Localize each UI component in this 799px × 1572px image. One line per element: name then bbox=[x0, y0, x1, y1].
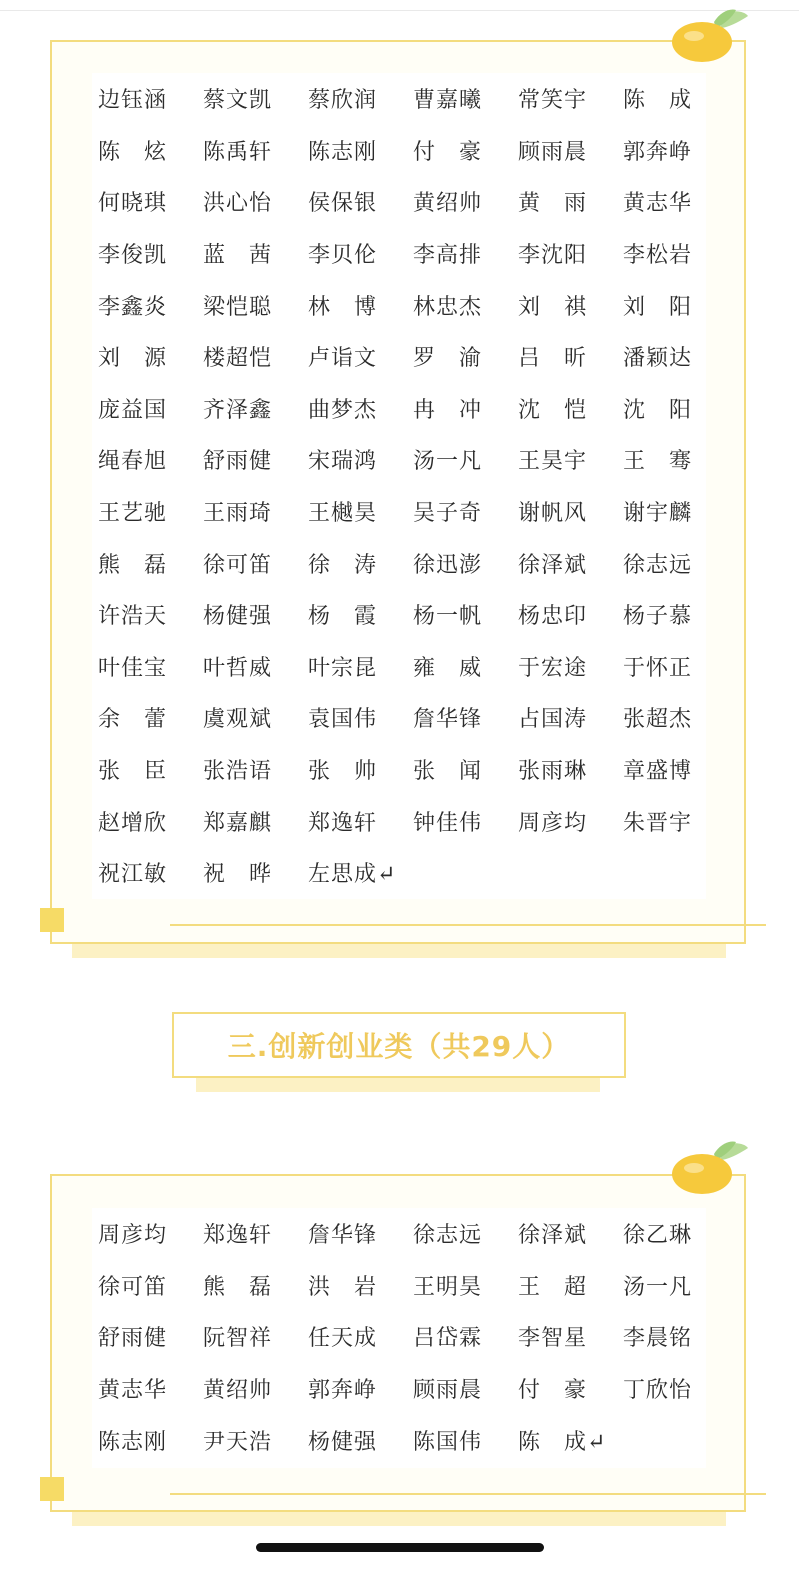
name-item: 庞益国 bbox=[98, 397, 168, 423]
name-item: 王雨琦 bbox=[203, 501, 273, 527]
name-item: 于怀正 bbox=[623, 655, 693, 681]
name-item: 边钰涵 bbox=[98, 88, 168, 114]
name-item: 李俊凯 bbox=[98, 243, 168, 269]
name-item: 陈志刚 bbox=[308, 139, 378, 165]
name-item: 梁恺聪 bbox=[203, 294, 273, 320]
name-item: 蓝 茜 bbox=[203, 243, 273, 269]
name-item: 黄绍帅 bbox=[413, 191, 483, 217]
card-corner-square bbox=[40, 908, 64, 932]
name-row bbox=[92, 589, 706, 641]
name-item: 徐迅澎 bbox=[413, 552, 483, 578]
name-item: 黄 雨 bbox=[518, 191, 588, 217]
name-item: 王艺驰 bbox=[98, 501, 168, 527]
name-item: 阮智祥 bbox=[203, 1326, 273, 1352]
name-item: 李晨铭 bbox=[623, 1326, 693, 1352]
name-item: 杨健强 bbox=[203, 604, 273, 630]
name-item: 张超杰 bbox=[623, 707, 693, 733]
name-item: 蔡欣润 bbox=[308, 88, 378, 114]
name-item: 熊 磊 bbox=[203, 1274, 273, 1300]
name-item: 熊 磊 bbox=[98, 552, 168, 578]
name-item: 郑嘉麒 bbox=[203, 810, 273, 836]
name-item: 吕岱霖 bbox=[413, 1326, 483, 1352]
name-item: 侯保银 bbox=[308, 191, 378, 217]
name-item: 李松岩 bbox=[623, 243, 693, 269]
name-row bbox=[92, 1363, 706, 1415]
name-row bbox=[92, 73, 706, 125]
name-item: 洪 岩 bbox=[308, 1274, 378, 1300]
name-item: 顾雨晨 bbox=[518, 139, 588, 165]
name-item: 尹天浩 bbox=[203, 1429, 273, 1455]
name-row bbox=[92, 1414, 706, 1466]
section-title: 三.创新创业类（共29人） bbox=[227, 1030, 571, 1063]
name-item: 祝 晔 bbox=[203, 862, 273, 888]
name-item: 吴子奇 bbox=[413, 501, 483, 527]
name-item: 王明昊 bbox=[413, 1274, 483, 1300]
name-item: 黄绍帅 bbox=[203, 1378, 273, 1404]
name-row bbox=[92, 1260, 706, 1312]
name-item: 袁国伟 bbox=[308, 707, 378, 733]
name-item: 汤一凡 bbox=[623, 1274, 693, 1300]
name-item: 李沈阳 bbox=[518, 243, 588, 269]
name-item: 章盛博 bbox=[623, 759, 693, 785]
name-item: 舒雨健 bbox=[203, 449, 273, 475]
name-item: 付 豪 bbox=[518, 1378, 588, 1404]
name-row bbox=[92, 744, 706, 796]
name-item: 张雨琳 bbox=[518, 759, 588, 785]
card-corner-square bbox=[40, 1477, 64, 1501]
name-item: 冉 冲 bbox=[413, 397, 483, 423]
name-row bbox=[92, 692, 706, 744]
name-item: 余 蕾 bbox=[98, 707, 168, 733]
name-item: 陈国伟 bbox=[413, 1429, 483, 1455]
name-item: 杨忠印 bbox=[518, 604, 588, 630]
section-header bbox=[172, 1012, 626, 1078]
name-item: 叶佳宝 bbox=[98, 655, 168, 681]
name-item: 郑逸轩 bbox=[203, 1223, 273, 1249]
name-row bbox=[92, 383, 706, 435]
name-item: 洪心怡 bbox=[203, 191, 273, 217]
name-grid bbox=[92, 73, 706, 899]
name-row bbox=[92, 847, 706, 899]
name-row bbox=[92, 795, 706, 847]
card-accent-line bbox=[170, 924, 766, 926]
name-item: 罗 渝 bbox=[413, 346, 483, 372]
name-item: 舒雨健 bbox=[98, 1326, 168, 1352]
name-item: 丁欣怡 bbox=[623, 1378, 693, 1404]
name-row bbox=[92, 176, 706, 228]
section-header-shadow bbox=[196, 1078, 600, 1092]
name-item: 齐泽鑫 bbox=[203, 397, 273, 423]
name-item: 王昊宇 bbox=[518, 449, 588, 475]
name-row bbox=[92, 331, 706, 383]
name-item: 杨子慕 bbox=[623, 604, 693, 630]
name-item: 刘 源 bbox=[98, 346, 168, 372]
name-row bbox=[92, 228, 706, 280]
card-accent-line bbox=[170, 1493, 766, 1495]
name-item: 占国涛 bbox=[518, 707, 588, 733]
name-item: 杨 霞 bbox=[308, 604, 378, 630]
name-item: 绳春旭 bbox=[98, 449, 168, 475]
name-item: 周彦均 bbox=[98, 1223, 168, 1249]
name-item: 陈 炫 bbox=[98, 139, 168, 165]
name-item: 张 闻 bbox=[413, 759, 483, 785]
name-item: 刘 祺 bbox=[518, 294, 588, 320]
name-row bbox=[92, 486, 706, 538]
name-item: 吕 昕 bbox=[518, 346, 588, 372]
name-item: 王 超 bbox=[518, 1274, 588, 1300]
name-item: 潘颖达 bbox=[623, 346, 693, 372]
name-item: 宋瑞鸿 bbox=[308, 449, 378, 475]
name-item: 左思成↵ bbox=[308, 862, 397, 888]
name-item: 杨健强 bbox=[308, 1429, 378, 1455]
name-item: 曲梦杰 bbox=[308, 397, 378, 423]
name-item: 郑逸轩 bbox=[308, 810, 378, 836]
name-item: 李贝伦 bbox=[308, 243, 378, 269]
name-item: 常笑宇 bbox=[518, 88, 588, 114]
mango-icon bbox=[670, 6, 750, 66]
name-item: 张 臣 bbox=[98, 759, 168, 785]
name-row bbox=[92, 641, 706, 693]
name-item: 叶宗昆 bbox=[308, 655, 378, 681]
name-item: 谢宇麟 bbox=[623, 501, 693, 527]
name-row bbox=[92, 125, 706, 177]
name-item: 曹嘉曦 bbox=[413, 88, 483, 114]
name-item: 楼超恺 bbox=[203, 346, 273, 372]
name-item: 徐泽斌 bbox=[518, 552, 588, 578]
name-row bbox=[92, 279, 706, 331]
name-item: 雍 威 bbox=[413, 655, 483, 681]
name-item: 徐可笛 bbox=[203, 552, 273, 578]
name-item: 王樾昊 bbox=[308, 501, 378, 527]
name-item: 陈 成↵ bbox=[518, 1429, 607, 1455]
name-item: 徐 涛 bbox=[308, 552, 378, 578]
name-item: 何晓琪 bbox=[98, 191, 168, 217]
name-item: 虞观斌 bbox=[203, 707, 273, 733]
name-item: 徐志远 bbox=[623, 552, 693, 578]
mango-icon bbox=[670, 1138, 750, 1198]
name-item: 郭奔峥 bbox=[623, 139, 693, 165]
name-item: 周彦均 bbox=[518, 810, 588, 836]
name-item: 林忠杰 bbox=[413, 294, 483, 320]
name-item: 刘 阳 bbox=[623, 294, 693, 320]
name-item: 王 骞 bbox=[623, 449, 693, 475]
name-row bbox=[92, 434, 706, 486]
name-item: 谢帆风 bbox=[518, 501, 588, 527]
name-item: 李鑫炎 bbox=[98, 294, 168, 320]
name-item: 祝江敏 bbox=[98, 862, 168, 888]
name-item: 沈 阳 bbox=[623, 397, 693, 423]
name-grid bbox=[92, 1208, 706, 1468]
name-item: 徐志远 bbox=[413, 1223, 483, 1249]
name-item: 李智星 bbox=[518, 1326, 588, 1352]
name-item: 徐泽斌 bbox=[518, 1223, 588, 1249]
name-item: 张浩语 bbox=[203, 759, 273, 785]
name-item: 张 帅 bbox=[308, 759, 378, 785]
name-item: 于宏途 bbox=[518, 655, 588, 681]
name-item: 蔡文凯 bbox=[203, 88, 273, 114]
name-item: 许浩天 bbox=[98, 604, 168, 630]
home-indicator bbox=[256, 1543, 544, 1552]
name-item: 付 豪 bbox=[413, 139, 483, 165]
name-item: 赵增欣 bbox=[98, 810, 168, 836]
name-row bbox=[92, 1311, 706, 1363]
name-item: 杨一帆 bbox=[413, 604, 483, 630]
name-item: 黄志华 bbox=[98, 1378, 168, 1404]
name-item: 徐可笛 bbox=[98, 1274, 168, 1300]
name-item: 顾雨晨 bbox=[413, 1378, 483, 1404]
name-row bbox=[92, 1208, 706, 1260]
name-item: 徐乙琳 bbox=[623, 1223, 693, 1249]
name-item: 汤一凡 bbox=[413, 449, 483, 475]
name-item: 钟佳伟 bbox=[413, 810, 483, 836]
name-item: 陈禹轩 bbox=[203, 139, 273, 165]
name-item: 李高排 bbox=[413, 243, 483, 269]
name-item: 任天成 bbox=[308, 1326, 378, 1352]
name-row bbox=[92, 537, 706, 589]
name-item: 沈 恺 bbox=[518, 397, 588, 423]
name-item: 詹华锋 bbox=[308, 1223, 378, 1249]
name-item: 陈 成 bbox=[623, 88, 693, 114]
name-item: 陈志刚 bbox=[98, 1429, 168, 1455]
name-item: 朱晋宇 bbox=[623, 810, 693, 836]
name-item: 叶哲威 bbox=[203, 655, 273, 681]
name-item: 林 博 bbox=[308, 294, 378, 320]
name-item: 黄志华 bbox=[623, 191, 693, 217]
name-item: 卢诣文 bbox=[308, 346, 378, 372]
name-item: 詹华锋 bbox=[413, 707, 483, 733]
name-item: 郭奔峥 bbox=[308, 1378, 378, 1404]
